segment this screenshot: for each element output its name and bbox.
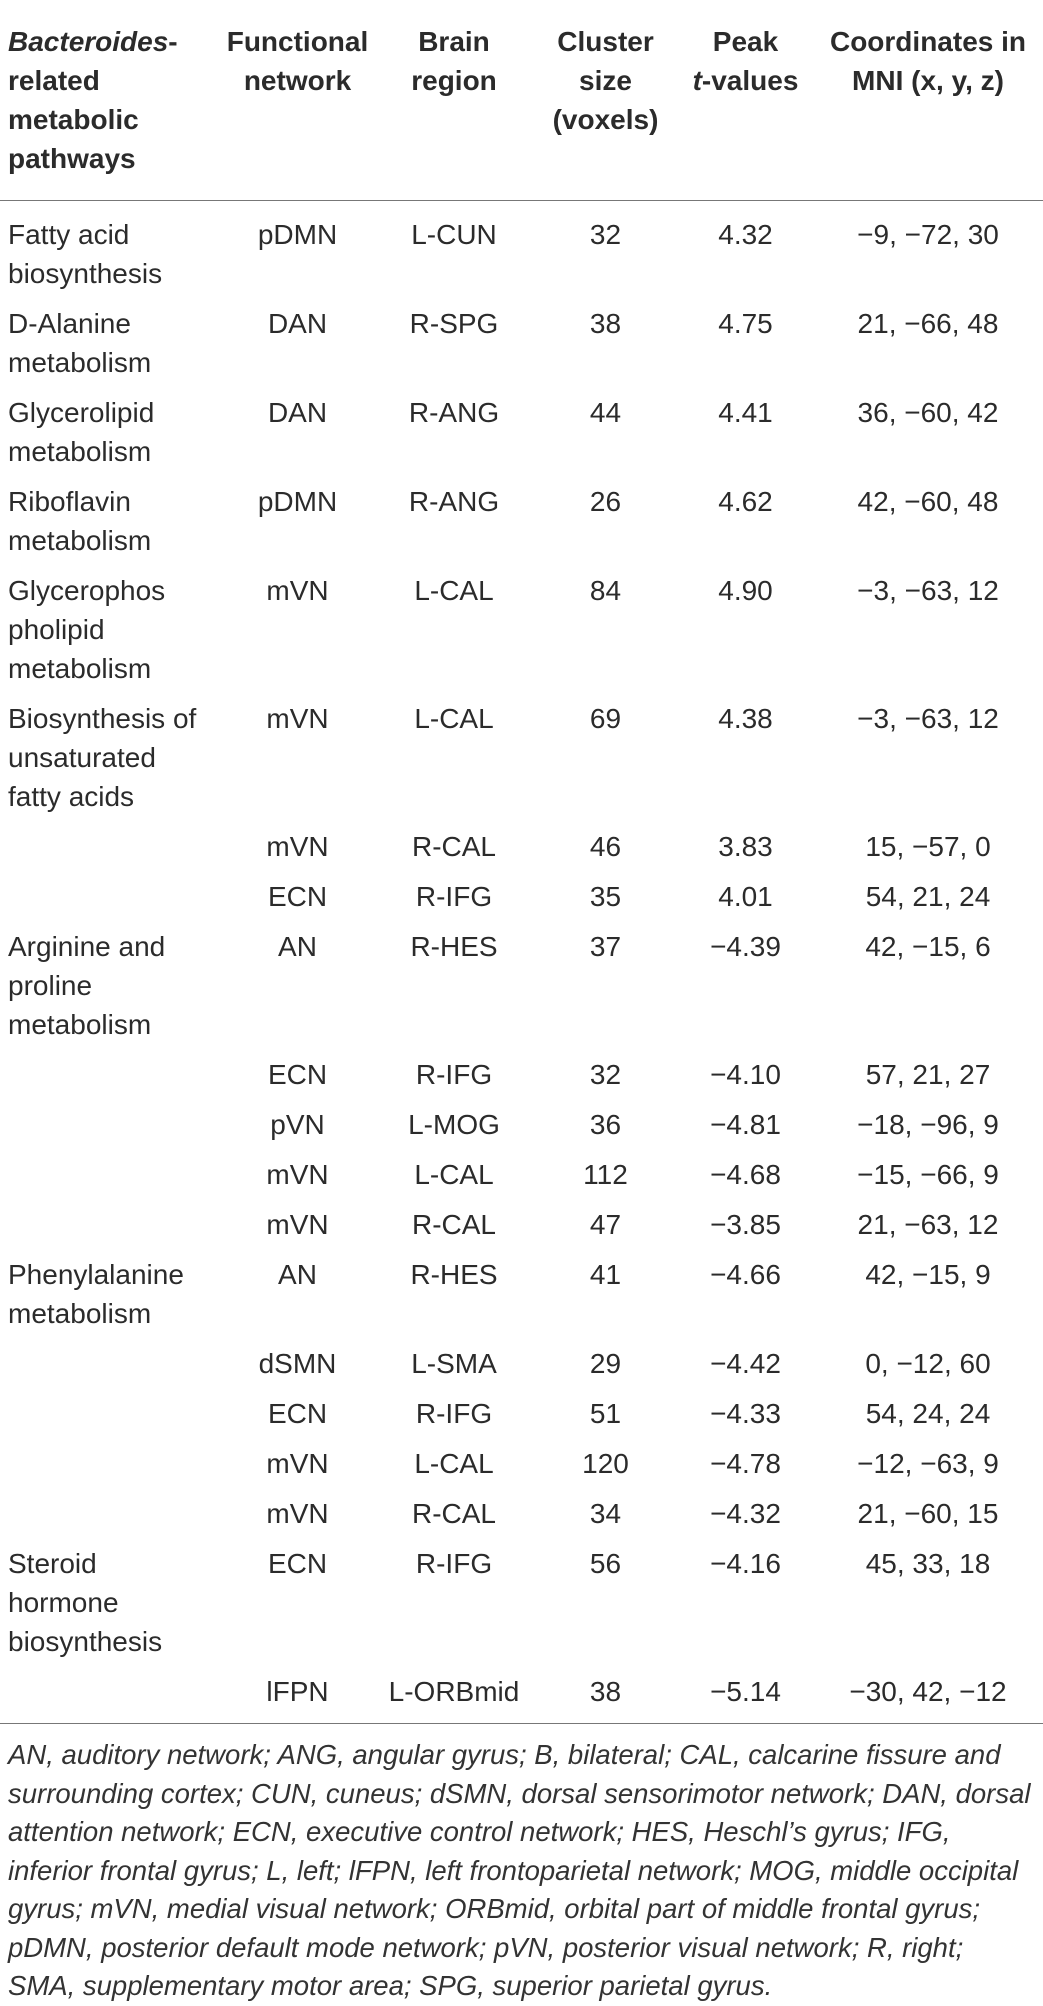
cell-region: L-CAL	[414, 703, 494, 734]
cell-region: R-ANG	[408, 486, 500, 517]
cell-size: 112	[583, 1159, 628, 1190]
cell-region: R-HES	[410, 931, 498, 962]
table-row	[0, 1388, 1043, 1438]
cell-network: ECN	[267, 1548, 328, 1579]
cell-pathway	[0, 1666, 220, 1724]
cell-region: R-ANG	[408, 397, 500, 428]
cell-region: L-CAL	[414, 1159, 494, 1190]
cell-size: 51	[589, 1398, 622, 1429]
cell-network: mVN	[266, 575, 329, 606]
cell-network: ECN	[267, 881, 328, 912]
cell-pathway	[0, 1338, 220, 1388]
cell-size: 34	[589, 1498, 622, 1529]
cell-pathway	[0, 1049, 220, 1099]
cell-coords: 0, −12, 60	[865, 1348, 991, 1379]
cell-region: L-MOG	[408, 1109, 500, 1140]
cell-region: L-SMA	[411, 1348, 497, 1379]
cell-coords: −12, −63, 9	[857, 1448, 999, 1479]
table-row	[0, 1488, 1043, 1538]
cell-network: ECN	[267, 1059, 328, 1090]
cell-network: mVN	[266, 1498, 329, 1529]
cell-region: L-CUN	[411, 219, 497, 250]
cell-coords: 54, 21, 24	[865, 881, 991, 912]
cell-network: DAN	[267, 397, 328, 428]
table-row	[0, 821, 1043, 871]
cell-size: 46	[589, 831, 622, 862]
cell-pathway	[0, 1388, 220, 1438]
cell-pathway: Glycerolipid metabolism	[8, 397, 155, 467]
cell-network: dSMN	[258, 1348, 337, 1379]
cell-coords: 36, −60, 42	[857, 397, 999, 428]
cell-size: 38	[589, 1676, 622, 1707]
header-pathway: Bacteroides-related metabolic pathways	[8, 26, 178, 174]
cell-coords: −3, −63, 12	[857, 703, 999, 734]
cell-peak: −4.78	[710, 1448, 781, 1479]
cell-network: pVN	[270, 1109, 325, 1140]
cell-coords: 21, −66, 48	[857, 308, 999, 339]
cell-region: R-HES	[410, 1259, 498, 1290]
table-footnote: AN, auditory network; ANG, angular gyrus; B, bilateral; CAL, calcarine fissure and surrounding cortex; CUN, cuneus; dSMN, dorsal sensorimotor network; DAN, dorsal attention network; ECN, executive control network; HES, Heschl’s gyrus; IFG, inferior frontal gyrus; L, left; lFPN, left frontoparietal network; MOG, middle occipital gyrus; mVN, medial visual network; ORBmid, orbital part of middle frontal gyrus; pDMN, posterior default mode network; pVN, posterior visual network; R, right; SMA, supplementary motor area; SPG, superior parietal gyrus.	[8, 1739, 1031, 2001]
cell-size: 47	[589, 1209, 622, 1240]
table-row	[0, 1438, 1043, 1488]
table-row	[0, 1199, 1043, 1249]
cell-coords: −3, −63, 12	[857, 575, 999, 606]
table-row	[0, 201, 1043, 299]
table-row	[0, 476, 1043, 565]
table-row	[0, 1249, 1043, 1338]
cell-coords: −15, −66, 9	[857, 1159, 999, 1190]
cell-pathway: Riboflavin metabolism	[8, 486, 152, 556]
cell-coords: 15, −57, 0	[865, 831, 991, 862]
cell-size: 26	[589, 486, 622, 517]
cell-region: L-ORBmid	[388, 1676, 520, 1707]
cell-peak: −4.42	[710, 1348, 781, 1379]
cell-coords: 45, 33, 18	[865, 1548, 991, 1579]
cell-network: ECN	[267, 1398, 328, 1429]
cell-pathway	[0, 1488, 220, 1538]
cell-coords: −30, 42, −12	[849, 1676, 1007, 1707]
cell-coords: 21, −63, 12	[857, 1209, 999, 1240]
cell-peak: −4.66	[710, 1259, 781, 1290]
cell-peak: −4.39	[710, 931, 781, 962]
cell-pathway	[0, 1438, 220, 1488]
cell-region: R-IFG	[415, 881, 493, 912]
cell-pathway	[0, 871, 220, 921]
cell-region: R-CAL	[411, 1498, 496, 1529]
cell-network: mVN	[266, 1159, 329, 1190]
table-row	[0, 1149, 1043, 1199]
cell-size: 44	[589, 397, 622, 428]
table-row	[0, 921, 1043, 1049]
cell-size: 69	[589, 703, 622, 734]
cell-region: R-IFG	[415, 1398, 493, 1429]
cell-peak: 4.01	[718, 881, 773, 912]
cell-peak: −4.10	[710, 1059, 781, 1090]
cell-size: 32	[589, 1059, 622, 1090]
cell-pathway: Phenylalanine metabolism	[8, 1259, 184, 1329]
cell-coords: 54, 24, 24	[865, 1398, 991, 1429]
cell-network: AN	[278, 1259, 317, 1290]
cell-peak: −4.33	[710, 1398, 781, 1429]
table-header	[0, 0, 1043, 201]
cell-region: R-IFG	[415, 1059, 493, 1090]
cell-coords: −18, −96, 9	[857, 1109, 999, 1140]
cell-size: 35	[589, 881, 622, 912]
cell-pathway	[0, 1149, 220, 1199]
cell-pathway	[0, 821, 220, 871]
cell-size: 38	[589, 308, 622, 339]
cell-peak: −4.81	[710, 1109, 781, 1140]
cell-region: L-CAL	[414, 1448, 494, 1479]
cell-coords: 42, −15, 6	[865, 931, 991, 962]
cell-peak: 4.38	[718, 703, 773, 734]
cell-peak: −4.16	[710, 1548, 781, 1579]
cell-size: 37	[589, 931, 622, 962]
table-row	[0, 298, 1043, 387]
cell-size: 84	[589, 575, 622, 606]
cell-pathway: Steroid hormone biosynthesis	[8, 1548, 163, 1657]
cell-network: mVN	[266, 703, 329, 734]
cell-network: DAN	[267, 308, 328, 339]
cell-size: 56	[589, 1548, 622, 1579]
cell-pathway	[0, 1199, 220, 1249]
cell-network: lFPN	[266, 1676, 329, 1707]
cell-pathway: Arginine and proline metabolism	[8, 931, 166, 1040]
cell-pathway: Fatty acid biosynthesis	[8, 219, 163, 289]
cell-network: pDMN	[257, 219, 338, 250]
cell-coords: 21, −60, 15	[857, 1498, 999, 1529]
cell-region: R-IFG	[415, 1548, 493, 1579]
table-row	[0, 565, 1043, 693]
table-row	[0, 1666, 1043, 1724]
cell-network: mVN	[266, 1448, 329, 1479]
cell-peak: −4.68	[710, 1159, 781, 1190]
table-row	[0, 871, 1043, 921]
cell-peak: −5.14	[710, 1676, 781, 1707]
cell-network: mVN	[266, 831, 329, 862]
header-cluster-size: Cluster size (voxels)	[552, 26, 659, 135]
cell-network: pDMN	[257, 486, 338, 517]
cell-coords: 57, 21, 27	[865, 1059, 991, 1090]
cell-peak: −3.85	[710, 1209, 781, 1240]
cell-pathway: Glycerophos pholipid metabolism	[8, 575, 166, 684]
cell-pathway	[0, 1099, 220, 1149]
header-coordinates: Coordinates in MNI (x, y, z)	[829, 26, 1026, 96]
cell-pathway: Biosynthesis of unsaturated fatty acids	[8, 703, 197, 812]
cell-peak: 4.75	[718, 308, 773, 339]
cell-pathway: D-Alanine metabolism	[8, 308, 152, 378]
cell-peak: 4.62	[718, 486, 773, 517]
table-row	[0, 1338, 1043, 1388]
cell-region: R-SPG	[409, 308, 499, 339]
header-network: Functional network	[226, 26, 369, 96]
cell-coords: −9, −72, 30	[857, 219, 999, 250]
table-body	[0, 201, 1043, 1724]
cell-size: 36	[589, 1109, 622, 1140]
cell-region: L-CAL	[414, 575, 494, 606]
cell-region: R-CAL	[411, 831, 496, 862]
cell-peak: 4.32	[718, 219, 773, 250]
cell-peak: 3.83	[718, 831, 773, 862]
table-row	[0, 387, 1043, 476]
cell-coords: 42, −60, 48	[857, 486, 999, 517]
cell-network: AN	[278, 931, 317, 962]
cell-region: R-CAL	[411, 1209, 496, 1240]
cell-coords: 42, −15, 9	[865, 1259, 991, 1290]
table-row	[0, 1049, 1043, 1099]
cell-size: 120	[582, 1448, 629, 1479]
cell-size: 29	[589, 1348, 622, 1379]
cell-network: mVN	[266, 1209, 329, 1240]
cell-peak: 4.41	[718, 397, 773, 428]
table-row	[0, 1538, 1043, 1666]
cell-peak: 4.90	[718, 575, 773, 606]
header-region: Brain region	[411, 26, 497, 96]
table-row	[0, 1099, 1043, 1149]
cell-peak: −4.32	[710, 1498, 781, 1529]
header-peak: Peak t-values	[692, 26, 799, 96]
header-row	[0, 0, 1043, 201]
cell-size: 41	[589, 1259, 622, 1290]
cell-size: 32	[589, 219, 622, 250]
table-row	[0, 693, 1043, 821]
